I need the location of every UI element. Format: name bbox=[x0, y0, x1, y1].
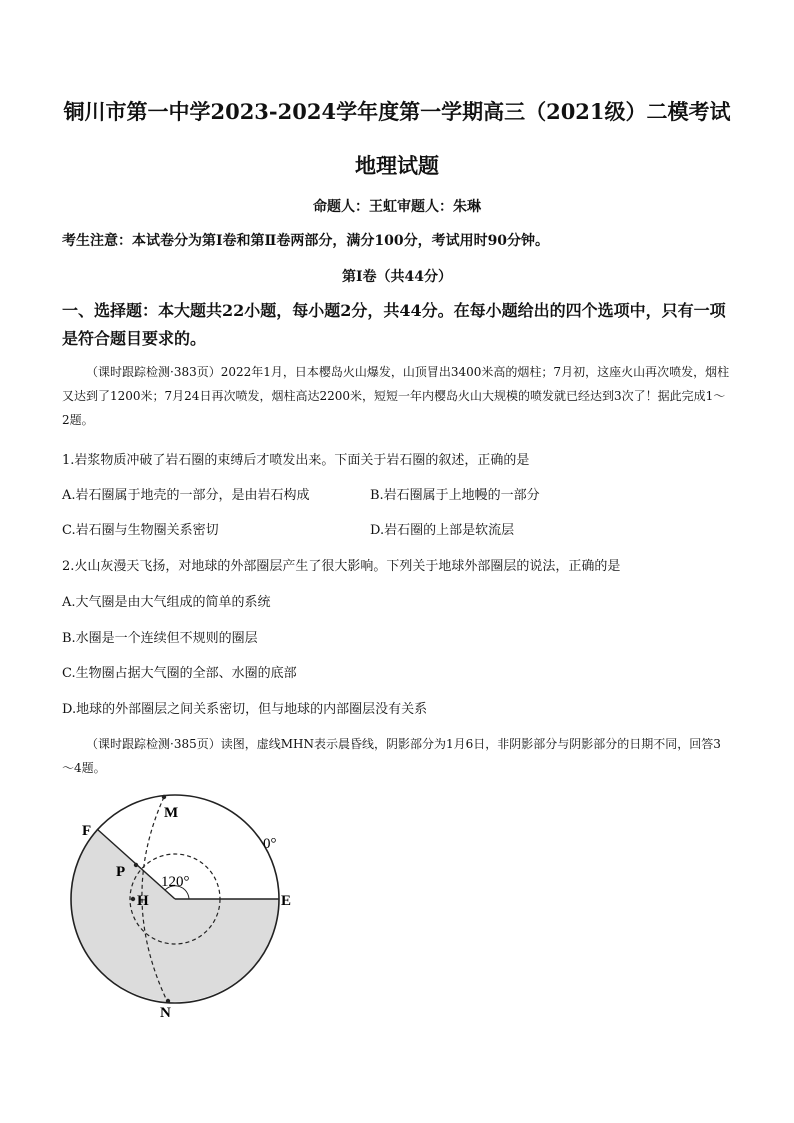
label-h: H bbox=[137, 893, 149, 909]
label-f: F bbox=[82, 823, 92, 839]
q2-option-a: A.大气圈是由大气组成的简单的系统 bbox=[62, 595, 271, 610]
point-m bbox=[162, 795, 166, 799]
label-e: E bbox=[281, 893, 292, 909]
exam-notice: 考生注意：本试卷分为第Ⅰ卷和第Ⅱ卷两部分，满分100分，考试用时90分钟。 bbox=[62, 233, 550, 249]
q1-option-d: D.岩石圈的上部是软流层 bbox=[370, 523, 515, 538]
q2-option-c: C.生物圈占据大气圈的全部、水圈的底部 bbox=[62, 666, 297, 681]
section1-heading: 一、选择题：本大题共22小题，每小题2分，共44分。在每小题给出的四个选项中，只有一项是符合题目要求的。 bbox=[62, 301, 726, 348]
passage2: （课时跟踪检测·385页）读图，虚线MHN表示晨昏线，阴影部分为1月6日，非阴影部分与阴影部分的日期不同，回答3～4题。 bbox=[62, 737, 721, 775]
q2-stem: 2.火山灰漫天飞扬，对地球的外部圈层产生了很大影响。下列关于地球外部圈层的说法，正确的是 bbox=[62, 559, 621, 574]
part1-heading: 第Ⅰ卷（共44分） bbox=[341, 269, 453, 285]
exam-title: 铜川市第一中学2023-2024学年度第一学期高三（2021级）二模考试 bbox=[63, 99, 731, 124]
label-m: M bbox=[164, 805, 179, 821]
q2-option-d: D.地球的外部圈层之间关系密切，但与地球的内部圈层没有关系 bbox=[62, 702, 428, 717]
label-zero-degree: 0° bbox=[263, 836, 277, 852]
q1-option-a: A.岩石圈属于地壳的一部分，是由岩石构成 bbox=[62, 488, 310, 503]
q2-option-b: B.水圈是一个连续但不规则的圈层 bbox=[62, 631, 258, 646]
label-angle: 120° bbox=[161, 874, 190, 890]
q1-option-c: C.岩石圈与生物圈关系密切 bbox=[62, 523, 219, 538]
label-n: N bbox=[160, 1005, 171, 1020]
passage1: （课时跟踪检测·383页）2022年1月，日本樱岛火山爆发，山顶冒出3400米高的烟柱；7月初，这座火山再次喷发，烟柱又达到了1200米；7月24日再次喷发，烟柱高达2200米，短短一年内樱岛火山大规模的喷发就已经达到3次了！据此完成1～2题。 bbox=[62, 365, 730, 427]
q1-stem: 1.岩浆物质冲破了岩石圈的束缚后才喷发出来。下面关于岩石圈的叙述，正确的是 bbox=[62, 453, 530, 468]
point-n bbox=[166, 999, 170, 1003]
label-p: P bbox=[116, 864, 126, 880]
shaded-region bbox=[71, 829, 279, 1002]
q1-option-b: B.岩石圈属于上地幔的一部分 bbox=[370, 488, 540, 503]
exam-subtitle: 地理试题 bbox=[355, 153, 439, 178]
point-h bbox=[131, 897, 135, 901]
terminator-diagram bbox=[60, 785, 300, 1020]
point-p bbox=[134, 863, 138, 867]
authors-line: 命题人：王虹审题人：朱琳 bbox=[313, 199, 481, 215]
